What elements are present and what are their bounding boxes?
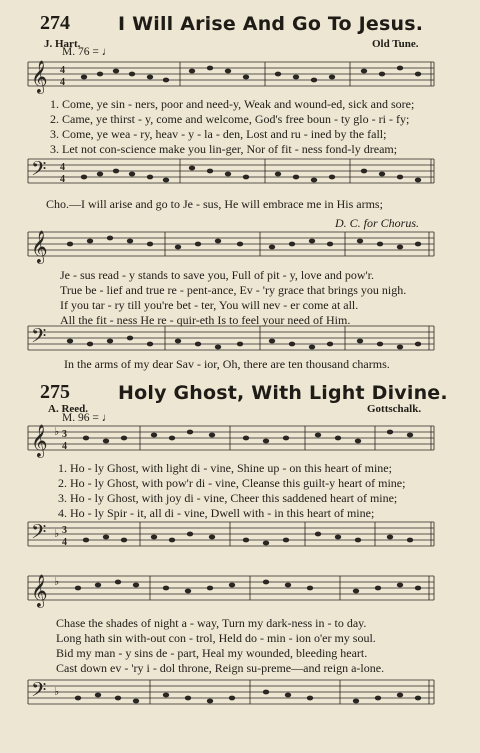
verses2-275 xyxy=(56,616,384,676)
svg-text:𝄢: 𝄢 xyxy=(31,326,47,352)
svg-text:4: 4 xyxy=(60,77,65,88)
verse-line: Cast down ev - 'ry i - dol throne, Reign su-preme—and reign a-lone. xyxy=(56,661,385,675)
svg-text:4: 4 xyxy=(60,65,65,76)
hymn-number-274: 274 xyxy=(40,12,70,34)
author-274: J. Hart. xyxy=(44,38,81,50)
verse-line: 2. Ho - ly Ghost, with pow'r di - vine, Cleanse this guilt-y heart of mine; xyxy=(58,476,406,490)
metronome-275: M. 96 = ♩ xyxy=(62,412,114,424)
svg-text:𝄞: 𝄞 xyxy=(31,576,48,607)
svg-text:♭: ♭ xyxy=(54,576,60,588)
svg-text:4: 4 xyxy=(60,162,65,173)
verse-line: 1. Ho - ly Ghost, with light di - vine, Shine up - on this heart of mine; xyxy=(58,461,392,475)
svg-text:𝄢: 𝄢 xyxy=(31,522,47,548)
verse-line: 3. Let not con-science make you lin-ger, Nor of fit - ness fond-ly dream; xyxy=(50,142,398,156)
treble-staff-275 xyxy=(0,422,480,466)
svg-text:♭: ♭ xyxy=(54,528,60,540)
svg-text:♭: ♭ xyxy=(54,426,60,438)
chorus-lead-274 xyxy=(46,197,383,212)
verse-line: 3. Ho - ly Ghost, with joy di - vine, Cheer this saddened heart of mine; xyxy=(58,491,398,505)
bass-staff-275 xyxy=(0,518,480,562)
tune-name-275: Gottschalk. xyxy=(367,403,422,415)
chorus-end-274 xyxy=(64,357,390,372)
verse-line: Bid my man - y sins de - part, Heal my wounded, bleeding heart. xyxy=(56,646,368,660)
chorus-verses-274 xyxy=(60,268,406,328)
verses-274 xyxy=(50,97,414,157)
svg-text:3: 3 xyxy=(62,525,67,536)
svg-text:4: 4 xyxy=(62,537,67,548)
hymn-number-275: 275 xyxy=(40,381,70,403)
metronome-274: M. 76 = ♩ xyxy=(62,46,114,58)
chorus-line: If you tar - ry till you're bet - ter, You will nev - er come at all. xyxy=(60,298,359,312)
svg-text:♭: ♭ xyxy=(54,686,60,698)
svg-text:𝄞: 𝄞 xyxy=(31,62,48,93)
author-275: A. Reed. xyxy=(48,403,89,415)
hymn-title-274: I Will Arise And Go To Jesus. xyxy=(118,13,424,35)
chorus-line: Je - sus read - y stands to save you, Full of pit - y, love and pow'r. xyxy=(60,268,375,282)
verse-line: 4. Ho - ly Spir - it, all di - vine, Dwell with - in this heart of mine; xyxy=(58,506,375,520)
tune-name-274: Old Tune. xyxy=(372,38,419,50)
treble-staff-275-b xyxy=(0,572,480,616)
svg-text:𝄞: 𝄞 xyxy=(31,426,48,457)
svg-text:𝄢: 𝄢 xyxy=(31,680,47,706)
svg-text:4: 4 xyxy=(60,174,65,185)
svg-text:𝄢: 𝄢 xyxy=(31,159,47,185)
svg-text:4: 4 xyxy=(62,441,67,452)
verse-line: 2. Came, ye thirst - y, come and welcome, God's free boun - ty glo - ri - fy; xyxy=(50,112,410,126)
verse-line: Long hath sin with-out con - trol, Held do - min - ion o'er my soul. xyxy=(56,631,376,645)
treble-staff-274-chorus xyxy=(0,228,480,268)
chorus-line: True be - lief and true re - pent-ance, Ev - 'ry grace that brings you nigh. xyxy=(60,283,407,297)
verses-275 xyxy=(58,461,405,521)
bass-staff-275-b xyxy=(0,676,480,720)
bass-staff-274-chorus xyxy=(0,322,480,362)
chorus-line: All the fit - ness He re - quir-eth Is to feel your need of Him. xyxy=(60,313,351,327)
chorus-end-line: In the arms of my dear Sav - ior, Oh, there are ten thousand charms. xyxy=(64,357,390,371)
hymn-title-275: Holy Ghost, With Light Divine. xyxy=(118,382,448,404)
dc-label: D. C. for Chorus. xyxy=(335,216,420,230)
svg-text:3: 3 xyxy=(62,429,67,440)
verse-line: 3. Come, ye wea - ry, heav - y - la - den, Lost and ru - ined by the fall; xyxy=(50,127,387,141)
verse-line: Chase the shades of night a - way, Turn my dark-ness in - to day. xyxy=(56,616,367,630)
chorus-lead-line: Cho.—I will arise and go to Je - sus, He will embrace me in His arms; xyxy=(46,197,383,211)
svg-text:𝄞: 𝄞 xyxy=(31,232,48,263)
verse-line: 1. Come, ye sin - ners, poor and need-y, Weak and wound-ed, sick and sore; xyxy=(50,97,415,111)
